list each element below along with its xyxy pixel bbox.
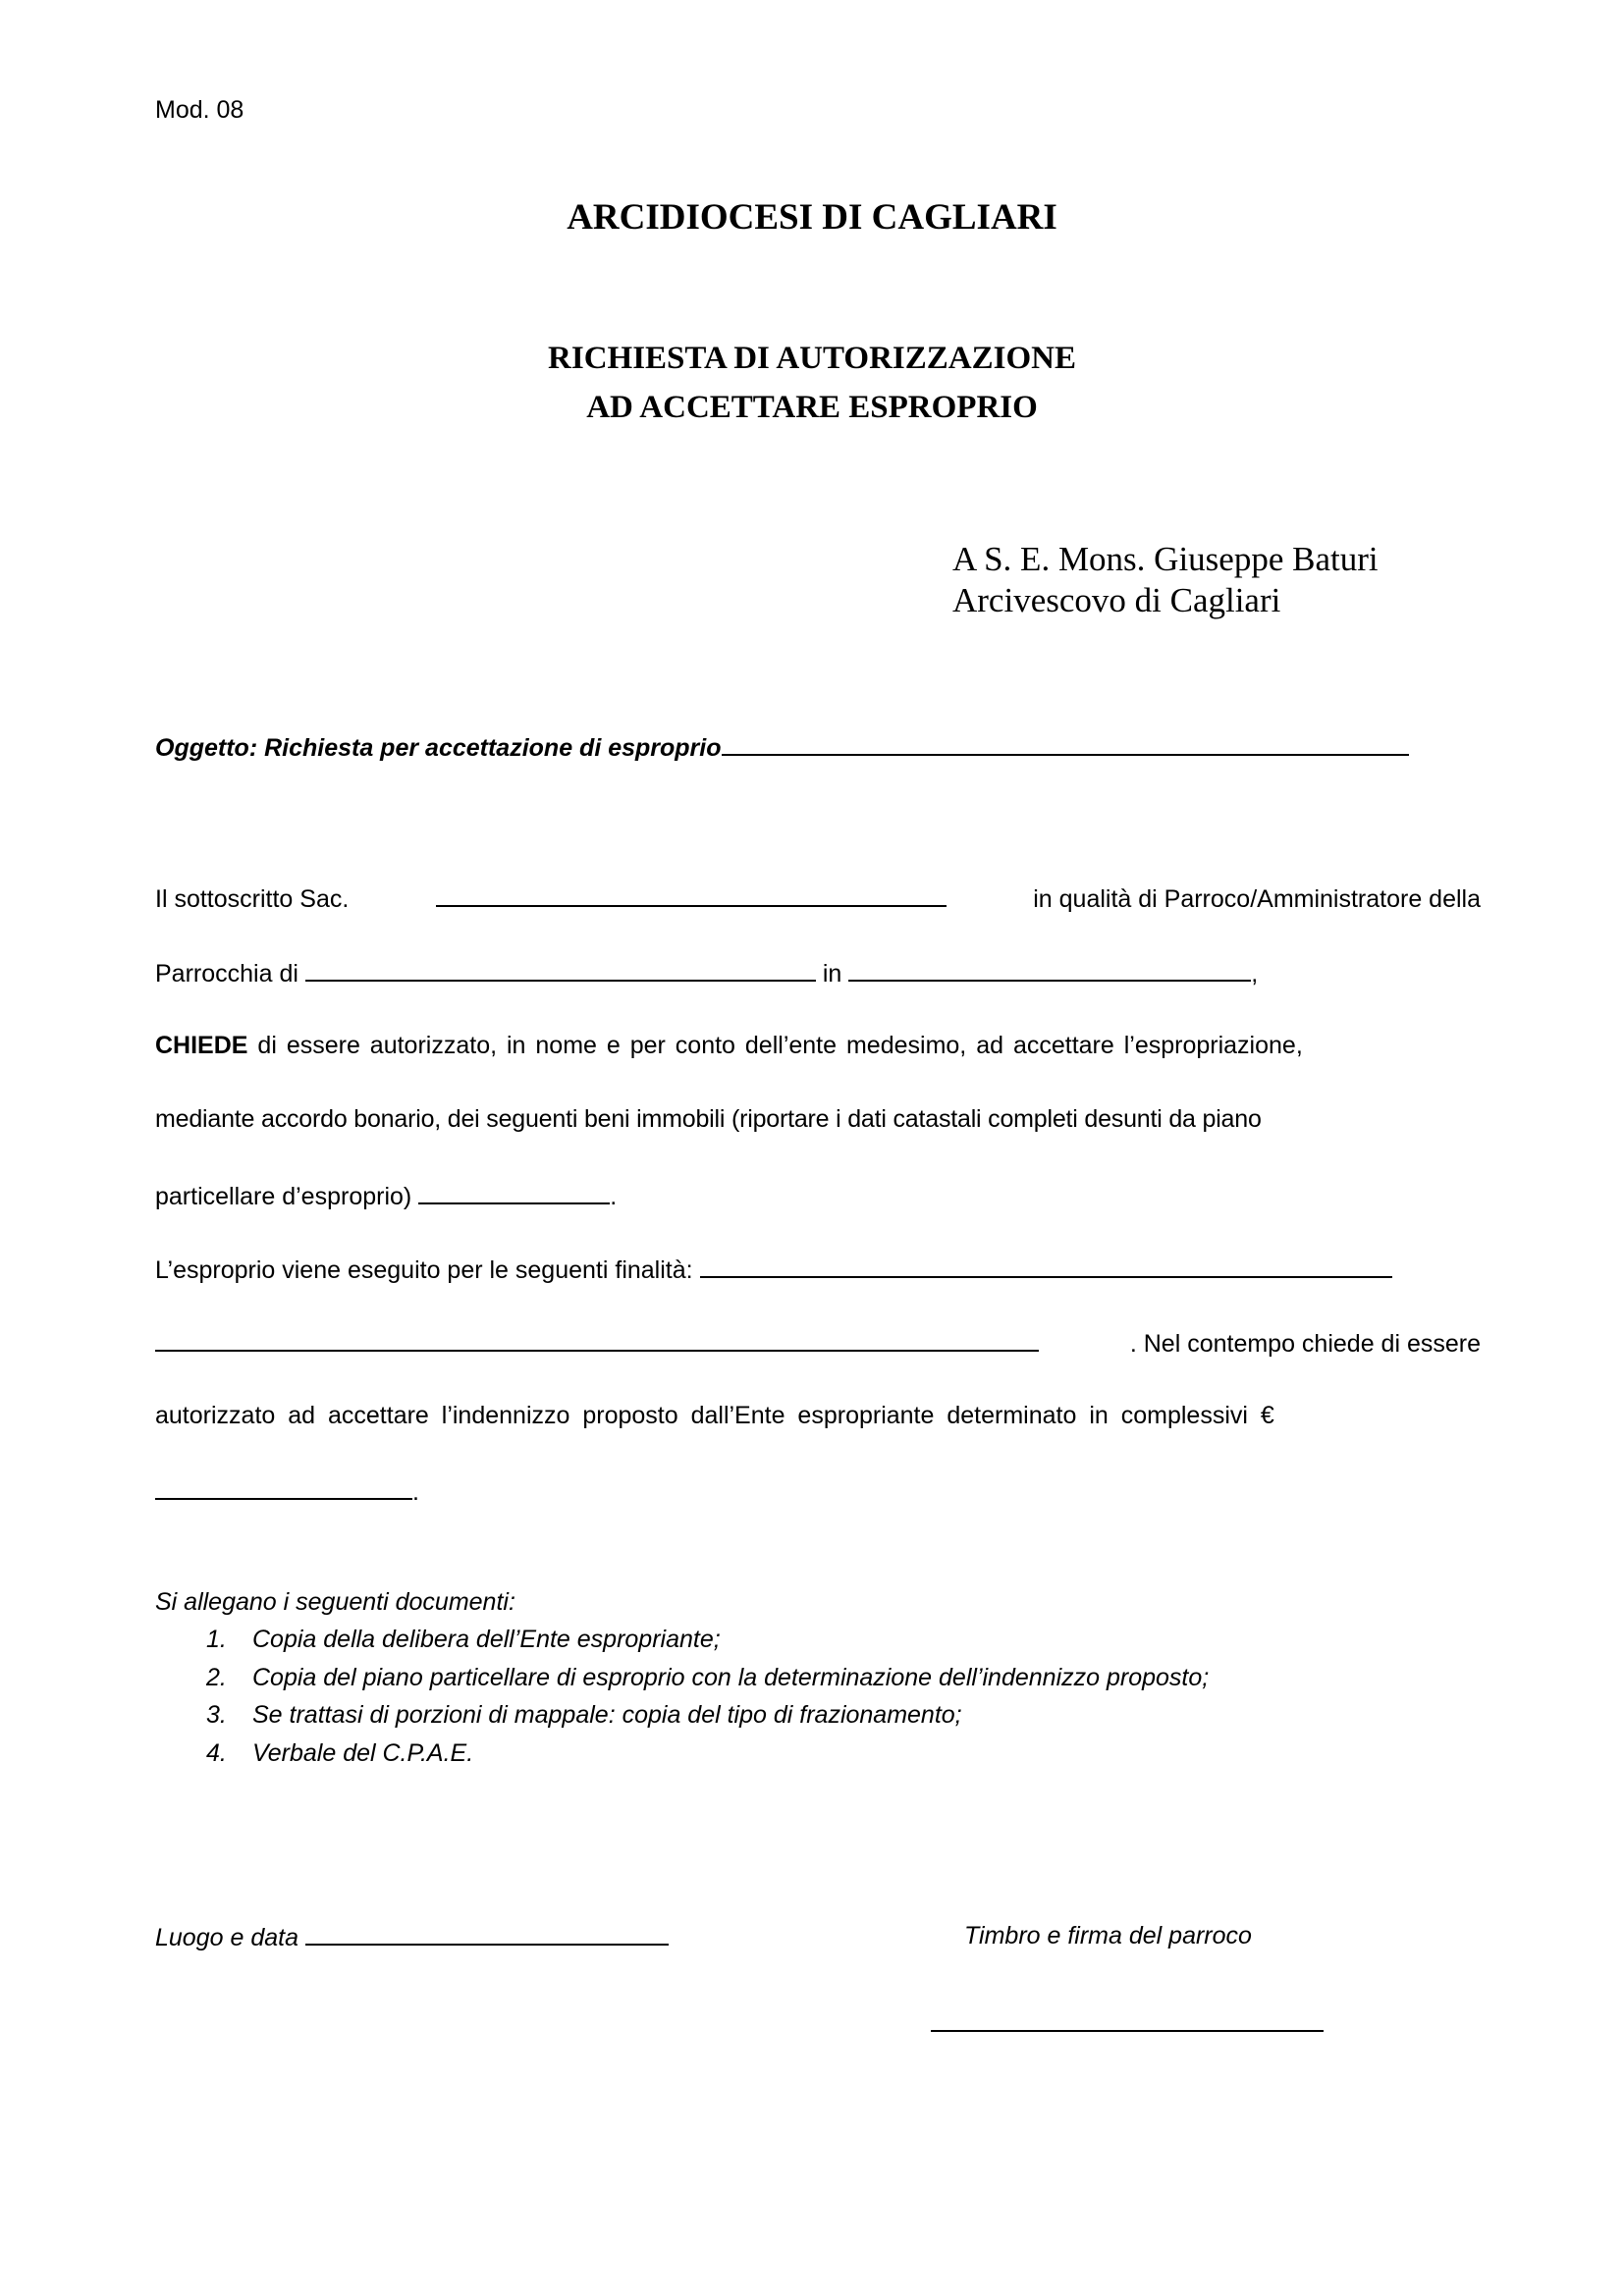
parish-location-field[interactable] (848, 958, 1251, 982)
text-autorizzato: autorizzato ad accettare l’indennizzo proposto dall’Ente espropriante determinato in complessivi € (155, 1402, 1274, 1429)
purpose-field-2[interactable] (155, 1328, 1039, 1352)
text-qualita: in qualità di Parroco/Amministratore della (1033, 885, 1481, 913)
place-date-field[interactable] (305, 1922, 669, 1946)
text-nel-contempo: . Nel contempo chiede di essere (1129, 1330, 1481, 1358)
addressee-line-1: A S. E. Mons. Giuseppe Baturi (952, 540, 1379, 578)
body-line-2 (155, 958, 1258, 988)
body-line-1 (155, 883, 1481, 914)
body-line-4: mediante accordo bonario, dei seguenti beni immobili (riportare i dati catastali completi desunti da piano (155, 1105, 1262, 1133)
period: . (412, 1478, 419, 1506)
model-code: Mod. 08 (155, 96, 244, 124)
body-line-8 (155, 1402, 1481, 1430)
period: . (610, 1183, 618, 1210)
attachment-item (206, 1739, 473, 1768)
addressee-line-2: Arcivescovo di Cagliari (952, 581, 1281, 619)
chiede-keyword: CHIEDE (155, 1032, 248, 1059)
subtitle-line-1: RICHIESTA DI AUTORIZZAZIONE (548, 341, 1076, 376)
signature-field[interactable] (931, 2030, 1324, 2032)
item-text: Se trattasi di porzioni di mappale: copia del tipo di frazionamento; (252, 1701, 962, 1729)
text-chiede: di essere autorizzato, in nome e per conto dell’ente medesimo, ad accettare l’espropriazione, (257, 1032, 1303, 1059)
subject-field[interactable] (722, 732, 1409, 756)
item-text: Verbale del C.P.A.E. (252, 1739, 474, 1767)
priest-name-field[interactable] (436, 883, 947, 907)
body-line-9 (155, 1476, 419, 1507)
attachment-item (206, 1626, 721, 1654)
body-line-3 (155, 1032, 1481, 1060)
body-line-5 (155, 1181, 617, 1211)
subject-label: Oggetto: Richiesta per accettazione di esproprio (155, 734, 722, 762)
body-line-6 (155, 1255, 1392, 1285)
org-title: ARCIDIOCESI DI CAGLIARI (567, 197, 1057, 238)
item-number: 4. (206, 1739, 227, 1767)
amount-field[interactable] (155, 1476, 412, 1500)
attachments-heading: Si allegano i seguenti documenti: (155, 1588, 515, 1616)
attachment-item (206, 1664, 1209, 1692)
cadastral-data-field[interactable] (418, 1181, 610, 1204)
subtitle-line-2: AD ACCETTARE ESPROPRIO (586, 390, 1038, 425)
item-text: Copia del piano particellare di esproprio con la determinazione dell’indennizzo proposto; (252, 1664, 1210, 1691)
purpose-field-1[interactable] (700, 1255, 1392, 1278)
item-number: 2. (206, 1664, 227, 1691)
text-finalita: L’esproprio viene eseguito per le seguenti finalità: (155, 1256, 693, 1284)
place-date (155, 1922, 669, 1952)
place-date-label: Luogo e data (155, 1924, 298, 1951)
comma: , (1251, 960, 1259, 988)
body-line-7 (155, 1328, 1481, 1359)
item-number: 3. (206, 1701, 227, 1729)
signature-label: Timbro e firma del parroco (964, 1922, 1252, 1949)
subject-line (155, 732, 1409, 763)
text-particellare: particellare d’esproprio) (155, 1183, 412, 1210)
item-number: 1. (206, 1626, 227, 1653)
text-parrocchia: Parrocchia di (155, 960, 298, 988)
attachment-item (206, 1701, 962, 1730)
item-text: Copia della delibera dell’Ente espropriante; (252, 1626, 721, 1653)
text-in: in (822, 960, 842, 988)
parish-name-field[interactable] (305, 958, 816, 982)
text-sottoscritto: Il sottoscritto Sac. (155, 885, 350, 913)
